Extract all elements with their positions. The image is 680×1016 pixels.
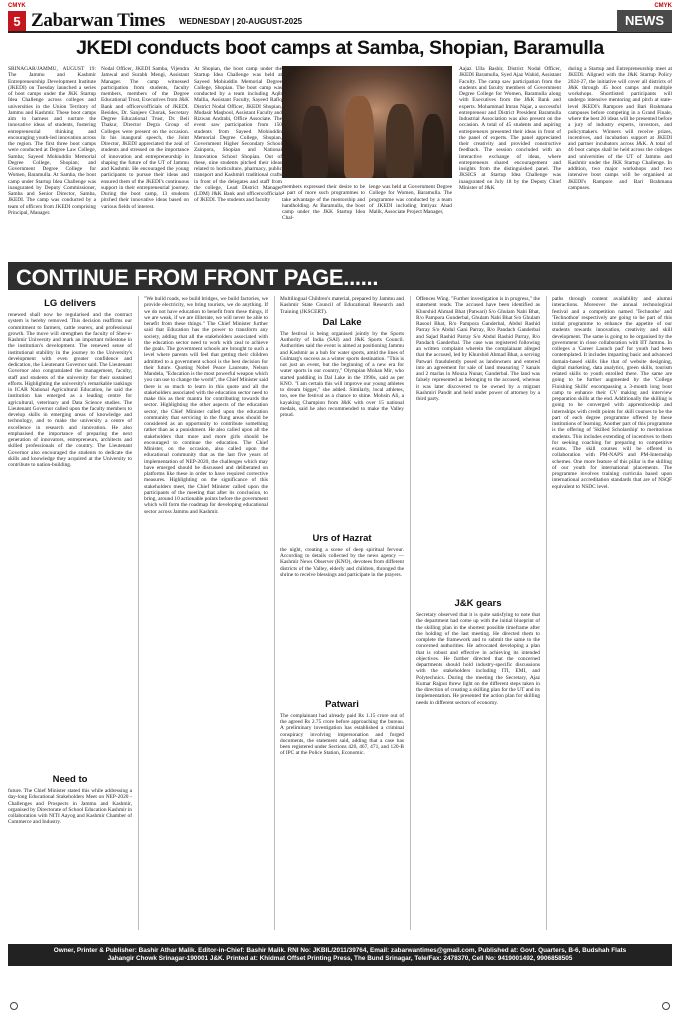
subhead-dal-lake: Dal Lake xyxy=(322,316,362,328)
story-column-6: Aajaz Ulla Bashir, District Nodal Officer, JKEDI Baramulla, Syed Ajaz Wahid, Assistant Faculty. The camp saw participation from the students and faculty members of Government Degree College for Women, Baramulla along with Executives from the J&K Bank and experts. Mohammad Imran Najar, a successful entrepreneur and District President Baramulla Industrial Association was also present on the occasion. A total of 45 students and aspiring entrepreneurs presented their ideas in front of the panel of experts. The panel appreciated their creativity and provided constructive feedback. The session concluded with an interactive exchange of ideas, where entrepreneurs shared encouragement and insights from the distinguished panel. The JKSICS at Startup Idea Challenge was inaugurated on July 18 by the Deputy Chief Minister of J&K xyxy=(459,66,561,191)
headline: JKEDI conducts boot camps at Samba, Shopian, Baramulla xyxy=(76,37,604,59)
story-text-dal-lake: The festival is being organised jointly by the Sports Authority of India (SAI) and J&K Sports Council. Authorities said the event is aimed at positioning Jammu and Kashmir as a hub for water sports, amid the lines of Gulmarg's success as a winter sports destination. "This is not just an event, but the beginning of a new era for water sports in our country," Olympian Mohan Mir, who started paddling in Dal Lake in the 1990s, said as per KNO. "I am certain this will improve our young athletes to dream bigger," she added. Similarly, local athletes, too, see the festival as a chance to shine. Mohsin Ali, a kayaking Champion from J&K with over 15 national medals, said he also recommended to make the Valley proud. xyxy=(280,330,404,418)
cmyk-marker-left: CMYK xyxy=(8,3,26,9)
subhead-urs: Urs of Hazrat xyxy=(312,532,372,544)
story-column-4: members expressed their desire to be a part of more such programmes to take advantage of the mentorship and handholding. At Baramulla, the boot camp under the JKK Startup Idea Chal- xyxy=(282,184,365,222)
paper-name: Zabarwan Times xyxy=(31,10,165,31)
subhead-need-to: Need to xyxy=(52,774,88,785)
continued-banner: CONTINUE FROM FRONT PAGE...... xyxy=(8,262,672,290)
registration-mark xyxy=(662,1002,670,1010)
continued-column-5 xyxy=(552,296,672,930)
story-column-3: At Shopian, the boot camp under the Startup Idea Challenge was held at Sayeed Mohiuddin Memorial Degree College, Shopian. The boot camp was conducted by a team including Aqib Mallia, Assistant Faculty, Sayeed Rafiq District Nodal Officer, JKEDI Shopian, Mudasir Maqbool, Assistant Faculty and Rizwan Andrabi, Office Associate. The event saw participation from 150 students from Sayeed Mohiuddin Memorial Degree College, Shopian, Government Higher Secondary School Zainpora, Shopian and National Innovation School Shopian. Out of these, nine students pitched their ideas related to horticulture, pharmacy, public transport and Kashmiri traditional crafts in front of the delegates and staff from the college, Lead District Manager (LDM) J&K Bank and officers/officials of JKEDI. The students and faculty xyxy=(194,66,282,204)
date-line: WEDNESDAY | 20-AUGUST-2025 xyxy=(178,16,303,26)
subhead-patwari: Patwari xyxy=(325,698,359,710)
story-column-1: SRINAGAR/JAMMU, AUGUST 19: The Jammu and Kashmir Entrepreneurship Development Institute (JKEDI) on Tuesday launched a series of boot camps under the JKK Startup Idea Challenge across colleges and universities in the Union Territory of Jammu and Kashmir. These boot camps aim to harness and nurture the innovative ideas of students, fostering entrepreneurial thinking and encouraging youth-led innovation across the region. The first three boot camps were conducted at Degree Law College, Samba; Sayeed Mohiuddin Memorial Degree College, Shopian; and Government Degree College for Women, Baramulla. At Samba, the boot camp under Startup Idea Challenge was inaugurated by Deputy Commissioner, Samba and Senior Director, Samba, JKEDI. The camp was conducted by a team of officers from JKEDI comprising Principal, Manager. xyxy=(8,66,96,216)
story-text-education: "We build roads, we build bridges, we build factories, we provide electricity, we bring tourists, we do anything. If we do not have education to benefit from these things, if we are weak, if we are illiterate, we will never be able to benefit from these things." The Chief Minister further said that Education has the power to transform any society, adding that all the stakeholders associated with the education sector need to work with zeal to achieve the goals. The government schools are brought to such a level where parents will feel that getting their children admitted to a government school is the best decision for their future. Quoting Nobel Peace Laureate, Nelson Mandela, "Education is the most powerful weapon which you can use to change the world", the Chief Minister said there is so much to learn in this quote and all the stakeholders associated with the education sector need to make this as their mantra for contributing towards the sector. Highlighting the other aspects of the education sector, the Chief Minister called upon the education community that servicing in the flung areas should be considered as an opportunity to contribute something rather than as a punishment. He also called upon all the stakeholders that more and more girls should be encouraged to continue the education. The Chief Minister, on the occasion, also called upon the educational community that as the last five years of implementation of NEP-2020, the challenges which may have emerged should be discussed and deliberated on platforms like these in order to have required corrective measures. Highlighting on the significance of this stakeholders meet, the Chief Minister called upon the participants of the meeting that after its conclusion, to bring, around 10 actionable points before the government which will form the roadmap for developing educational sector across Jammu and Kashmir. xyxy=(144,296,268,515)
continued-section xyxy=(8,296,672,930)
story-text-skilling: paths through content availability and alumni interactions. Moreover the annual technological festival and a competition named 'Technothe' and 'Technothon' respectively are going to be part of this initial programme to enhance the appetite of our students towards innovation, creativity and skill development. The same is going to be organised by the government in close collaboration with IIT Jammu. In colleges a 'Career Launch pad' for youth had been contemplated. It includes imparting basic and advanced domain-based skills like that of website designing, digital marketing, data analytics, green skills, tourism related skills to youth enrolled there. The same are going to be further augmented by the 'College Finishing Skills' encompassing a 3-month long boot camp to enhance their CV making and interview preparation skills at the end. Additionally the skilling is going to be converged with apprenticeship and internships with credit points for skill courses to be the part of each degree programme offered by these institutions of learning. Another part of this programme is the offering of 'Skilled Scholarship' to meritorious students. This includes extending of incentives to them for seeking coaching for preparing to competitive exams. The skill courses will be offered in collaboration with PM-NAPS and PM-Internship schemes. One more feature of this pillar is the skilling of our youth for international placements. The programme involves training curricula based upon international accreditation standards that are of NSQF equivalent to NSDC level. xyxy=(552,296,672,490)
masthead xyxy=(8,11,672,33)
story-column-5: lenge was held at Government Degree College for Women, Baramulla. The programme was conducted by a team of JKEDI including Imtiyaz Ahad Malik, Associate Project Manager, xyxy=(369,184,452,215)
top-story xyxy=(8,66,672,259)
story-text-lg: renewed shall now be regularised and the contract system is hereby removed. This decision reaffirms our commitment to farmers, cattle rearers, and professional growth. The move will strengthen the faculty of Sher-e-Kashmir University and mark an important milestone in the institution's development. The renewed sense of institutional stability in the journey to the University's development with even greater confidence and dedication, the Lieutenant Governor said. The Lieutenant Governor also congratulated the management, faculty, staff and students of the university for their sustained efforts. Highlighting the university's remarkable rankings in ICAR National Agricultural Education, he said the institution has emerged as a leading centre for agricultural, veterinary and Data Science studies. The Lieutenant Governor called upon the faculty members to develop skills in emerging areas of knowledge and technology, and to make the university a centre of excellence in research and innovation. He also emphasised the importance of preparing the next generation of innovators, entrepreneurs, architects and skilled professionals of the country. The Lieutenant Governor also encouraged the students to dedicate the skills and knowledge they acquired at the University to contribute to nation-building. xyxy=(8,312,132,468)
section-tab: NEWS xyxy=(617,10,672,32)
story-text-multilingual: Multilingual Children's material, prepared by Jammu and Kashmir State Council of Educational Research and Training (JKSCERT). xyxy=(280,296,404,315)
story-text-urs: the night, creating a scene of deep spiritual fervour. According to details collected by the news agency — Kashmir News Observer (KNO), devotees from different districts of the Valley, elderly and children, thronged the shrine to receive blessings and participate in the prayers. xyxy=(280,546,404,578)
continued-column-2 xyxy=(144,296,268,930)
story-text-need-to: future. The Chief Minister stated this while addressing a day-long Educational Stakeholders Meet on NEP-2020 - Challenges and Prospects in Jammu and Kashmir, organised by Directorate of School Education Kashmir in collaboration with NITI Aayog and Kashmir Chamber of Commerce and Industry. xyxy=(8,788,132,826)
continued-column-3 xyxy=(280,296,404,930)
story-text-patwari-cont: Offences Wing. "Further investigation is in progress," the statement reads. The accused have been identified as Khurshid Ahmad Bhat (Patwari) S/o Ghulam Nabi Bhat, R/o Pampora Gunderbal, Ghulam Nabi Bhat S/o Ghulam Rasool Bhat, R/o Pampora Ganderbal, Abdul Rashid Parray S/o Abdul Gani Parray, R/o Pandach Ganderbal and Sajad Rashid Parray S/o Abdul Rashid Parray, R/o Pandach Ganderbal. The case was registered following an written complaint wherein the complainant alleged that the accused, led by Khurshid Ahmad Bhat, a serving Patwari fraudulently posed as landowners and entered into an agreement for sale of land measuring 7 kanals and 2 marlas in Mouza Nunar, Ganderbal. The land was falsely represented as belonging to the accused, whereas it was later discovered to be owned by a migrant Kashmiri Pandit and held under power of attorney by a third party. xyxy=(416,296,540,402)
cmyk-marker-right: CMYK xyxy=(654,3,672,9)
story-text-jk-gears: Secretary observed that it is quite satisfying to note that the department had come up with the initial blueprint of the skilling plan in the shortest possible timeframe after the holding of the last meeting. He directed them to complete the framework and to submit the same to the concerned authorities. He advocated developing a plan that is robust and effective in achieving its intended objectives. He further directed that the concerned departments should hold industry-specific discussions with the stakeholders including ITI, EMI, and Polytechnics. During the meeting the Secretary, Ajaz Kumar Rajput threw light on the different steps taken in the direction of creating a skilling plan for the UT and its implementation. He presented the action plan for skilling needs in different sectors of economy. xyxy=(416,612,540,706)
news-photo xyxy=(282,66,452,178)
imprint-footer xyxy=(8,944,672,966)
page-number: 5 xyxy=(8,11,26,31)
subhead-lg-delivers: LG delivers xyxy=(44,298,96,309)
registration-mark xyxy=(10,1002,18,1010)
story-column-2: Nodal Officer, JKEDI Samba, Vijendra Jamwal and Surabh Mengi, Assistant Manager. The camp witnessed participation from students, faculty members, members of the Degree Educational Trust, Executives from J&K Bank and officers/officials of JKEDI. Besides, Dr. Sanjeev Chorak, Secretary Degree Educational Trust, Dr. Beli Thakur, Director Degra Group of Colleges were present on the occasion. In his inaugural speech, the Joint Director, JKEDI appreciated the zeal of students and stressed on the importance of innovation and entrepreneurship in shaping the future of the UT of Jammu and Kashmir. He encouraged the young participants to pursue their ideas and ensured them of the JKEDI's continuous support in their entrepreneurial journey. During the boot camp, 13 students pitched their innovative ideas based on various fields of interest. xyxy=(101,66,189,210)
column-rule xyxy=(410,296,411,930)
continued-column-1 xyxy=(8,296,132,930)
subhead-jk-gears: J&K gears xyxy=(454,598,502,609)
story-column-7: during a Startup and Entrepreneurship meet at JKEDI. Aligned with the J&K Startup Policy 2024-27, the initiative will cover all districts of J&K through 45 boot camps and multiple workshops. Shortlisted participants will undergo intensive mentoring and pitch at state-level JKEDI's Rampore and Bari Brahmana campuses before competing in a Grand Finale, where the best 20 ideas will be presented before a jury of industry experts, investors, and policymakers. Winners will receive prizes, incentives, and incubation support at JKEDI and partner incubators across J&K. A total of 46 boot camps shall be held across the colleges and universities of the UT of Jammu and Kashmir under the JKK Startup Challenge. In addition, two major workshops and two intensive boot camps will be organised at JKEDI's Rampore and Bari Brahmana campuses. xyxy=(568,66,672,191)
column-rule xyxy=(546,296,547,930)
imprint-line-2: Jahangir Chowk Srinagar-190001 J&K. Printed at: Khidmat Offset Printing Press, The Bund Srinagar, Tele/Fax: 2478370, Cell No: 9419001492, 9906858505 xyxy=(107,955,573,962)
imprint-line-1: Owner, Printer & Publisher: Bashir Athar Malik. Editor-in-Chief: Bashir Malik. RNI No: JKBIL/2011/39764, Email: zabarwantimes@gmail.com, Published at: Govt. Quarters, B-6, Budshah Flats xyxy=(53,947,627,954)
column-rule xyxy=(274,296,275,930)
story-text-patwari: The complainant had already paid Rs 1.15 crore out of the agreed Rs 2.75 crore before approaching the bureau. A preliminary investigation has established a criminal conspiracy involving impersonation and forged documents, the statement said, adding that a case has been registered under Sections 420, 467, 471, and 120-B of IPC at the Police Station, Economic. xyxy=(280,712,404,757)
continued-column-4 xyxy=(416,296,540,930)
column-rule xyxy=(138,296,139,930)
